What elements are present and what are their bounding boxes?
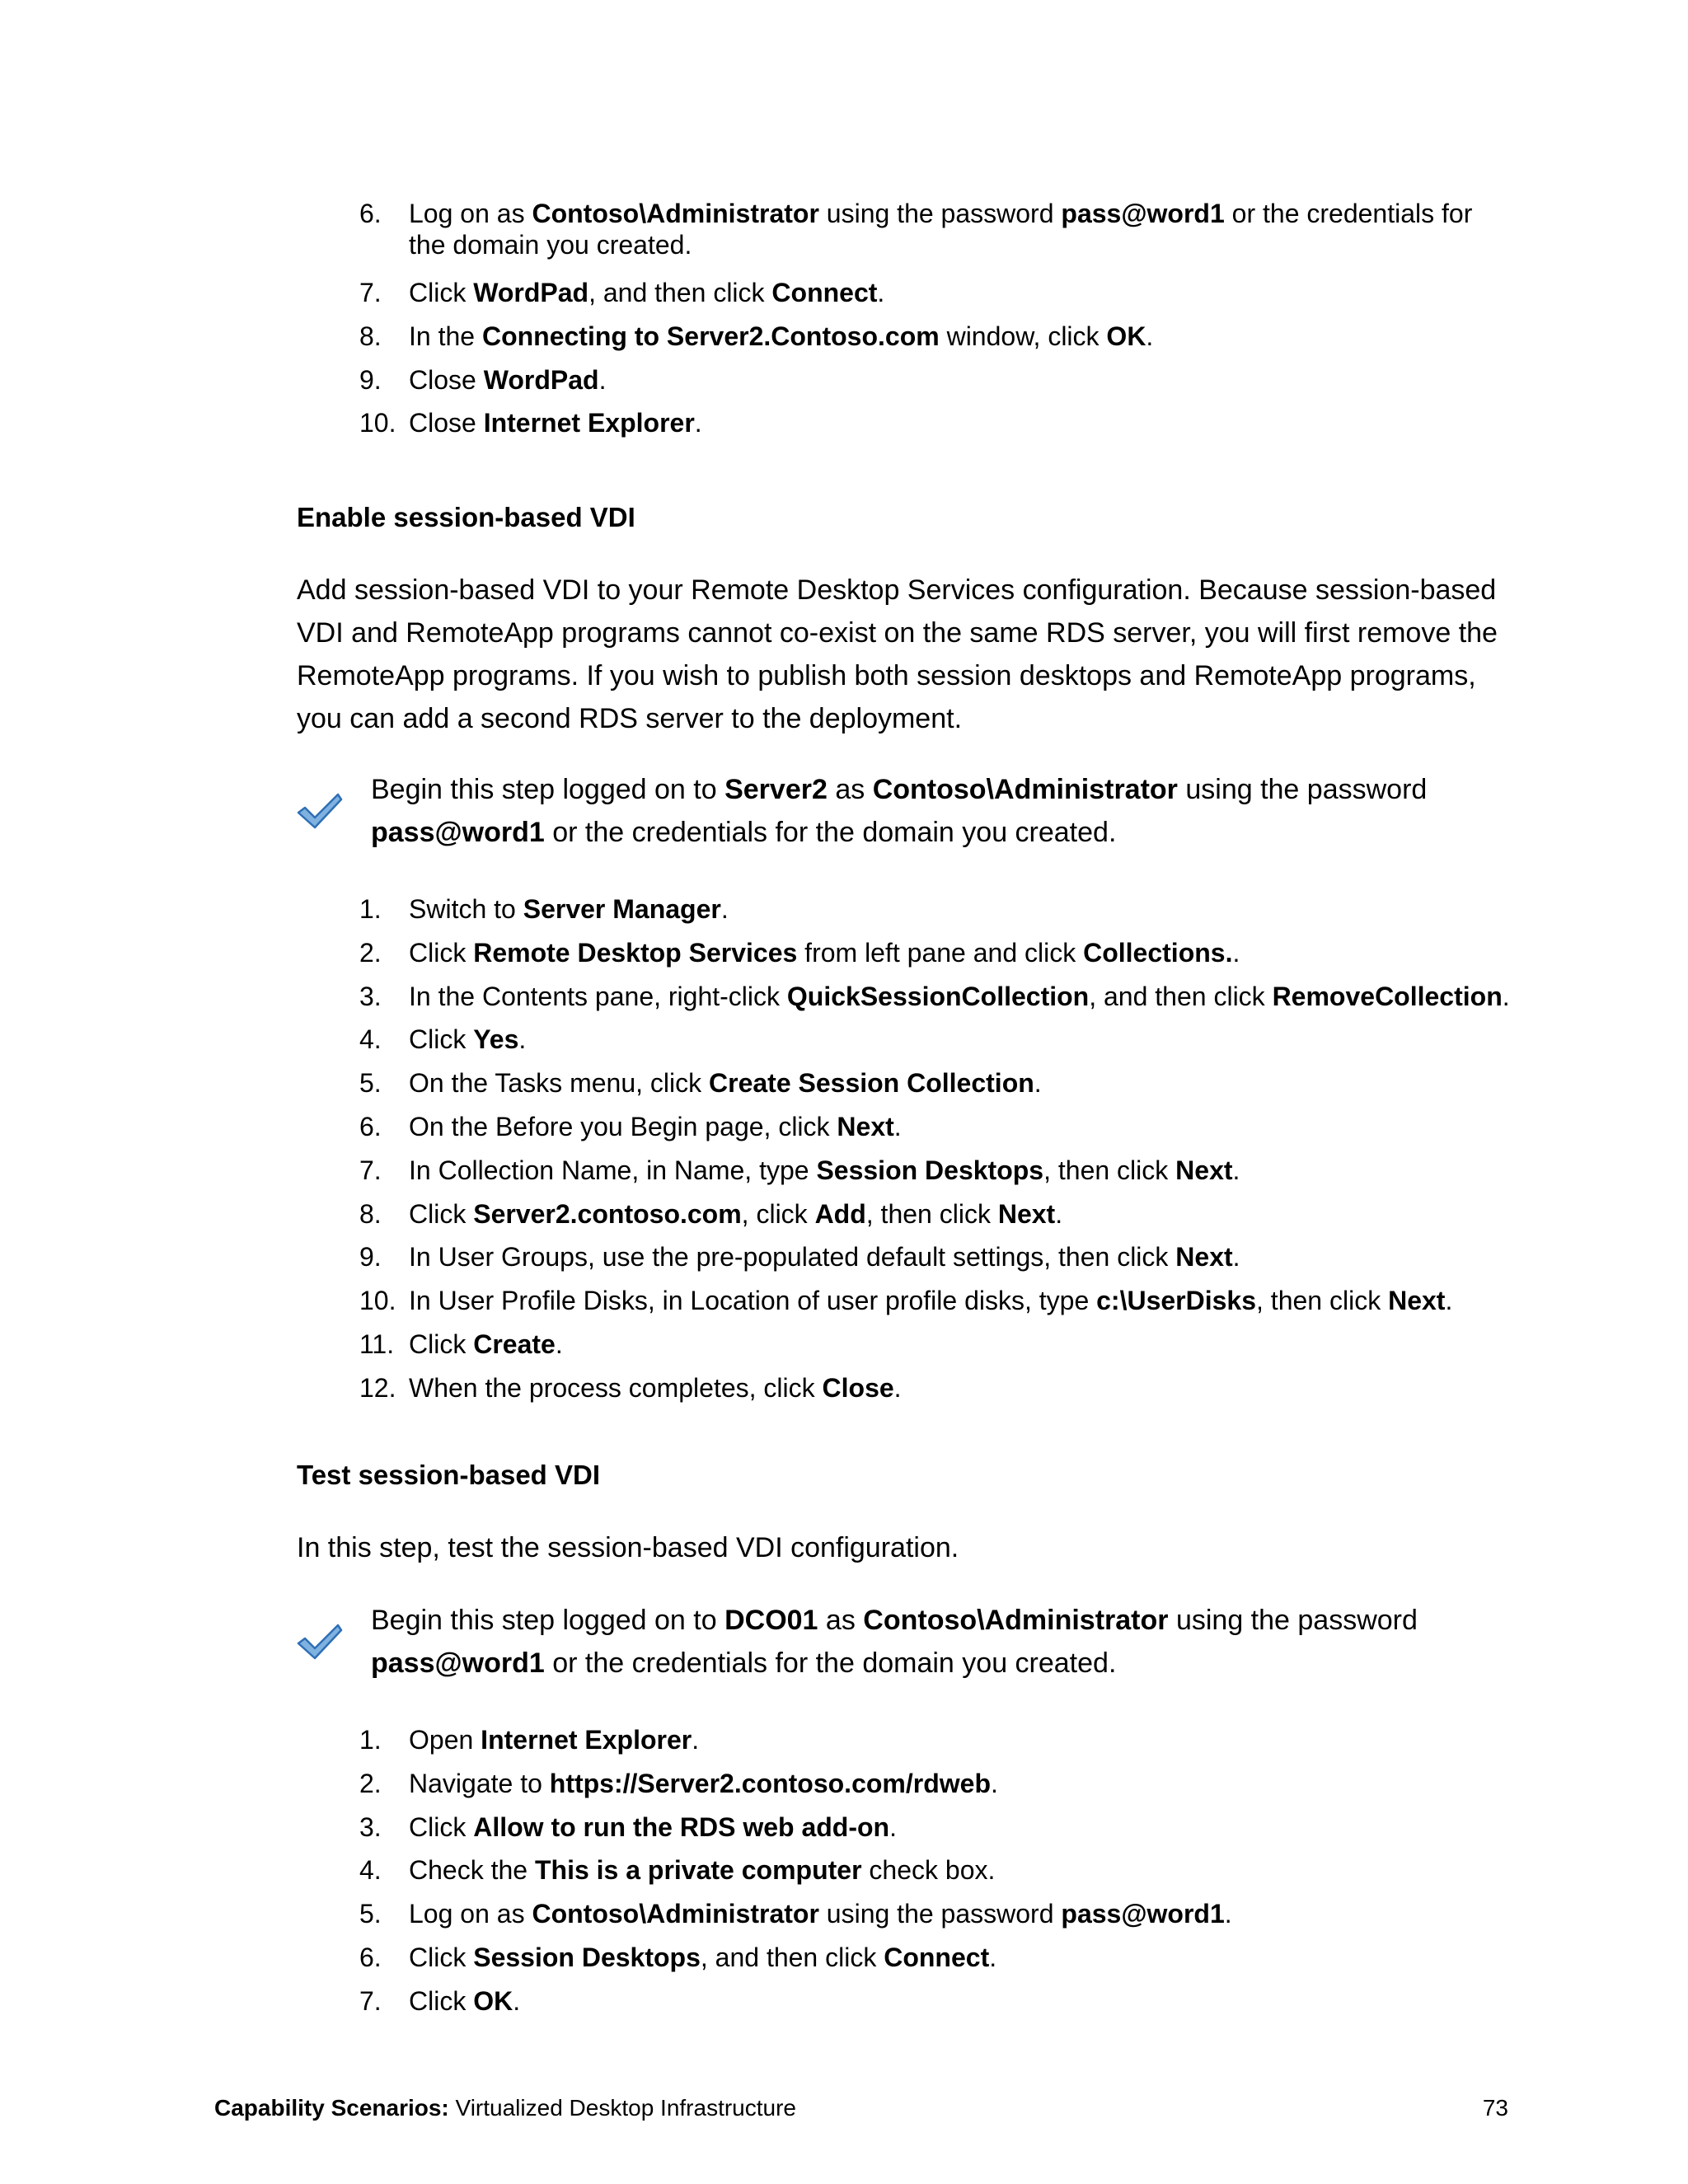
list-text: Click WordPad, and then click Connect. <box>409 278 885 307</box>
list-text: Click Yes. <box>409 1024 527 1055</box>
list-number: 11. <box>359 1329 395 1359</box>
list-text: Open Internet Explorer. <box>409 1725 700 1755</box>
page-number: 73 <box>1482 2095 1508 2121</box>
note-callout-1 <box>297 768 1533 867</box>
intro-test-session-vdi: In this step, test the session-based VDI configuration. <box>297 1532 959 1563</box>
list-item <box>0 1898 1688 1942</box>
list-number: 1. <box>359 1725 382 1755</box>
footer-label: Capability Scenarios: <box>214 2095 449 2121</box>
list-item <box>0 407 1688 451</box>
list-number: 5. <box>359 1899 382 1929</box>
steps-list-test-session-vdi <box>0 1724 1688 2029</box>
list-text: In User Profile Disks, in Location of user profile disks, type c:\UserDisks, then click Next. <box>409 1286 1453 1316</box>
list-text: In the Contents pane, right-click QuickSessionCollection, and then click RemoveCollection. <box>409 981 1510 1011</box>
list-number: 7. <box>359 278 382 307</box>
list-number: 10. <box>359 1286 396 1316</box>
list-item <box>0 1067 1688 1111</box>
list-text: In User Groups, use the pre-populated default settings, then click Next. <box>409 1242 1240 1272</box>
list-number: 8. <box>359 321 382 351</box>
list-text: Click Session Desktops, and then click Connect. <box>409 1942 997 1972</box>
list-text: Check the This is a private computer check box. <box>409 1855 996 1886</box>
list-number: 1. <box>359 894 382 924</box>
list-text: On the Tasks menu, click Create Session Collection. <box>409 1068 1042 1099</box>
list-text: Switch to Server Manager. <box>409 894 729 924</box>
note-text-1: Begin this step logged on to Server2 as Contoso\Administrator using the password pass@word1 or the credentials for the domain you created. <box>371 774 1428 848</box>
list-number: 2. <box>359 1768 382 1798</box>
note-callout-2 <box>297 1599 1533 1698</box>
steps-list-top <box>0 198 1688 451</box>
list-number: 4. <box>359 1855 382 1886</box>
list-item <box>0 1724 1688 1768</box>
list-item <box>0 1985 1688 2029</box>
list-number: 2. <box>359 937 382 968</box>
footer-title: Virtualized Desktop Infrastructure <box>448 2095 796 2121</box>
list-item <box>0 1768 1688 1811</box>
list-text: Click OK. <box>409 1985 521 2016</box>
checkmark-icon <box>297 791 343 831</box>
list-number: 3. <box>359 981 382 1011</box>
list-number: 9. <box>359 1242 382 1272</box>
list-item <box>0 321 1688 364</box>
list-text: Click Server2.contoso.com, click Add, then click Next. <box>409 1198 1063 1229</box>
list-item <box>0 1854 1688 1898</box>
list-number: 6. <box>359 1111 382 1141</box>
list-text: In the Connecting to Server2.Contoso.com window, click OK. <box>409 321 1154 351</box>
list-item <box>0 893 1688 937</box>
list-number: 7. <box>359 1985 382 2016</box>
list-item <box>0 364 1688 408</box>
list-number: 5. <box>359 1068 382 1099</box>
list-text: Click Create. <box>409 1329 563 1359</box>
list-item <box>0 1811 1688 1855</box>
list-text: Close WordPad. <box>409 364 607 395</box>
note-text-2: Begin this step logged on to DCO01 as Contoso\Administrator using the password pass@word1 or the credentials for the domain you created. <box>371 1605 1418 1679</box>
list-number: 6. <box>359 199 382 228</box>
list-text: Close Internet Explorer. <box>409 408 702 438</box>
list-item <box>0 1198 1688 1242</box>
list-text: Log on as Contoso\Administrator using the password pass@word1. <box>409 1899 1232 1929</box>
list-number: 9. <box>359 364 382 395</box>
list-item <box>0 1155 1688 1198</box>
list-item <box>0 1111 1688 1155</box>
intro-enable-session-vdi: Add session-based VDI to your Remote Desktop Services configuration. Because session-based VDI and RemoteApp programs cannot co-exist on the same RDS server, you will first remove the RemoteApp programs. If you wish to publish both session desktops and RemoteApp programs, you can add a second RDS server to the deployment. <box>297 574 1498 734</box>
list-number: 10. <box>359 408 396 438</box>
list-item <box>0 198 1688 277</box>
list-text: On the Before you Begin page, click Next. <box>409 1111 902 1141</box>
list-item <box>0 1942 1688 1985</box>
steps-list-enable-session-vdi <box>0 893 1688 1416</box>
checkmark-icon <box>297 1622 343 1661</box>
list-text: Click Remote Desktop Services from left pane and click Collections.. <box>409 937 1240 968</box>
list-item <box>0 1024 1688 1067</box>
list-text: Click Allow to run the RDS web add-on. <box>409 1811 897 1842</box>
heading-test-session-vdi: Test session-based VDI <box>297 1460 601 1490</box>
list-number: 7. <box>359 1155 382 1185</box>
list-number: 6. <box>359 1942 382 1972</box>
list-item <box>0 277 1688 321</box>
list-item <box>0 937 1688 981</box>
list-number: 8. <box>359 1198 382 1229</box>
list-item <box>0 1241 1688 1285</box>
list-item <box>0 1329 1688 1372</box>
list-number: 4. <box>359 1024 382 1055</box>
list-text: Navigate to https://Server2.contoso.com/rdweb. <box>409 1768 998 1798</box>
list-text: Log on as Contoso\Administrator using the password pass@word1 or the credentials for the domain you created. <box>409 199 1473 260</box>
list-text: In Collection Name, in Name, type Session Desktops, then click Next. <box>409 1155 1240 1185</box>
list-number: 12. <box>359 1372 396 1403</box>
list-text: When the process completes, click Close. <box>409 1372 902 1403</box>
list-number: 3. <box>359 1811 382 1842</box>
list-item <box>0 1372 1688 1416</box>
list-item <box>0 1285 1688 1329</box>
heading-enable-session-vdi: Enable session-based VDI <box>297 502 635 532</box>
list-item <box>0 981 1688 1024</box>
